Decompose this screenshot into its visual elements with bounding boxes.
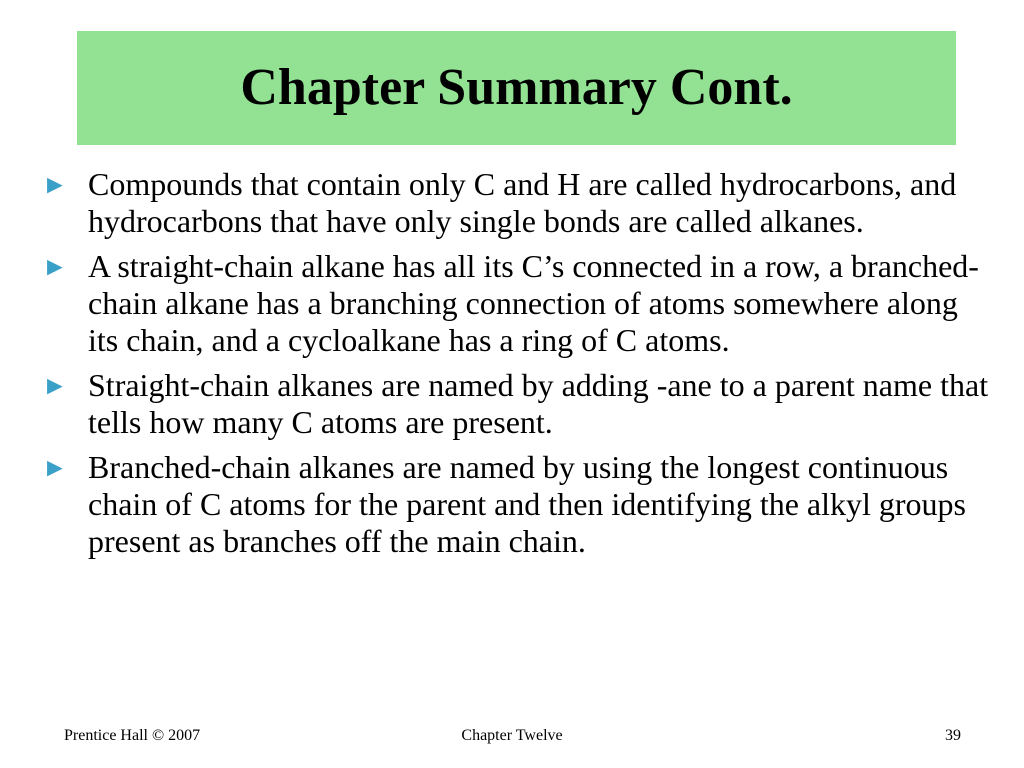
footer-chapter: Chapter Twelve [461,727,563,744]
title-banner [77,31,956,145]
footer-copyright: Prentice Hall © 2007 [64,727,201,744]
slide-title: Chapter Summary Cont. [240,59,793,116]
triangle-bullet-icon: ► [42,453,68,482]
bullet-text: Compounds that contain only C and H are called hydrocarbons, and hydrocarbons that have only single bonds are called alkanes. [88,166,957,239]
bullet-text: Straight-chain alkanes are named by adding -ane to a parent name that tells how many C atoms are present. [88,367,989,440]
bullet-list [40,166,990,568]
slide-number: 39 [945,727,961,744]
triangle-bullet-icon: ► [42,252,68,281]
bullet-item [40,449,990,560]
bullet-item [40,248,990,359]
bullet-text: A straight-chain alkane has all its C’s connected in a row, a branched-chain alkane has a branching connection of atoms somewhere along its chain, and a cycloalkane has a ring of C atoms. [88,248,979,358]
bullet-text: Branched-chain alkanes are named by using the longest continuous chain of C atoms for the parent and then identifying the alkyl groups present as branches off the main chain. [88,449,966,559]
bullet-item [40,367,990,441]
bullet-item [40,166,990,240]
triangle-bullet-icon: ► [42,170,68,199]
triangle-bullet-icon: ► [42,371,68,400]
